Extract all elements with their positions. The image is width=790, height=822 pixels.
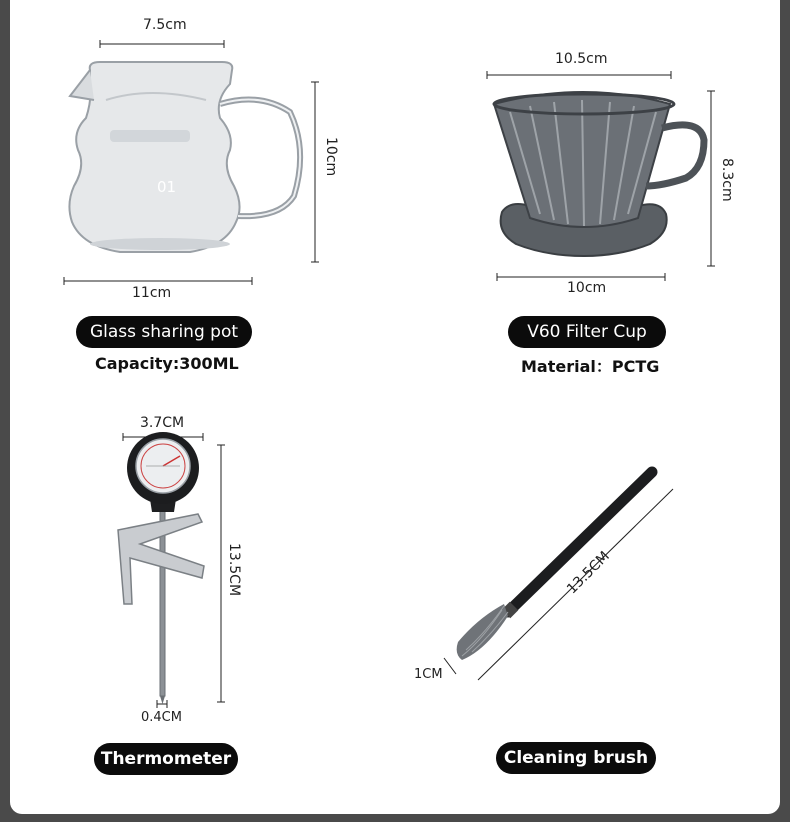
filter-dim-bottom: 10cm — [567, 280, 607, 296]
illustrations — [10, 0, 780, 814]
pot-dim-bottom: 11cm — [132, 285, 172, 301]
thermometer-dim-side: 13.5CM — [226, 543, 242, 597]
thermometer-dim-top: 3.7CM — [140, 415, 185, 431]
filter-dim-side: 8.3cm — [719, 158, 735, 202]
brush-dim-head: 1CM — [414, 667, 443, 682]
filter-spec: Material：PCTG — [521, 357, 660, 376]
glass-pot-image — [69, 62, 300, 252]
pot-spec: Capacity:300ML — [95, 354, 239, 373]
pot-dim-top: 7.5cm — [143, 17, 187, 33]
pot-name-badge: Glass sharing pot — [76, 316, 252, 348]
thermometer-image — [118, 432, 204, 704]
brush-name-badge: Cleaning brush — [496, 742, 656, 774]
brush-dimension-lines — [444, 489, 673, 680]
filter-cup-image — [494, 92, 704, 256]
product-sheet — [10, 0, 780, 814]
thermometer-name-badge: Thermometer — [94, 743, 238, 775]
brush-dim-length: 13.5CM — [564, 548, 613, 598]
filter-dim-top: 10.5cm — [555, 51, 608, 67]
pot-mark: 01 — [157, 178, 177, 196]
pot-dim-side: 10cm — [323, 137, 339, 177]
filter-name-badge: V60 Filter Cup — [508, 316, 666, 348]
thermometer-dim-tip: 0.4CM — [141, 710, 182, 725]
brush-image — [457, 472, 652, 660]
